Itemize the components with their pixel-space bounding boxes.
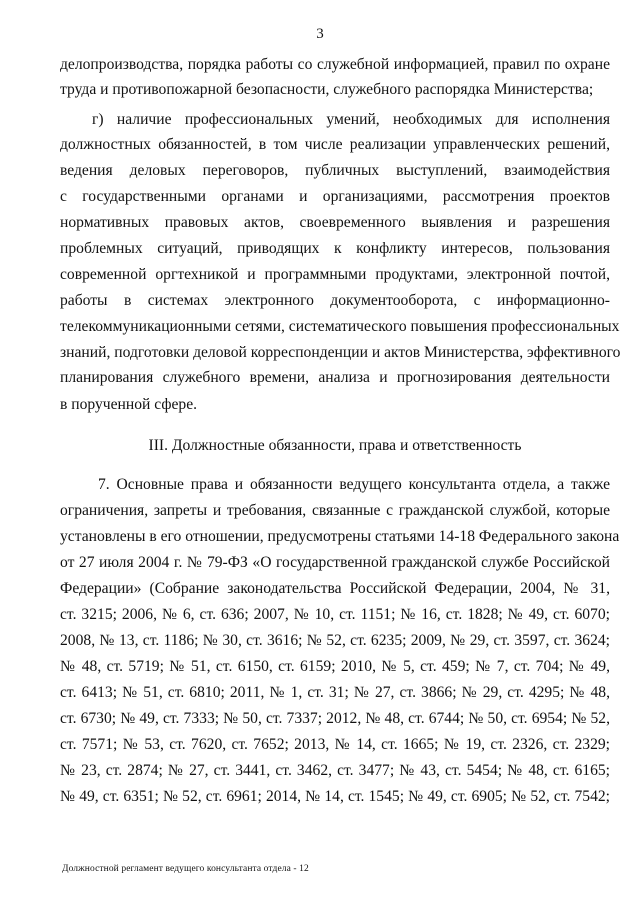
paragraph-line: ст. 3215; 2006, № 6, ст. 636; 2007, № 10, ст. 1151; № 16, ст. 1828; № 49, ст. 6070; bbox=[60, 606, 610, 623]
page-number: 3 bbox=[316, 26, 324, 42]
page-footer: Должностной регламент ведущего консультанта отдела - 12 bbox=[62, 864, 309, 874]
paragraph-line: должностных обязанностей, в том числе реализации управленческих решений, bbox=[60, 136, 610, 153]
paragraph-line: проблемных ситуаций, приводящих к конфликту интересов, пользования bbox=[60, 240, 610, 257]
paragraph-line: труда и противопожарной безопасности, служебного распорядка Министерства; bbox=[60, 81, 594, 98]
paragraph-line: № 48, ст. 5719; № 51, ст. 6150, ст. 6159; 2010, № 5, ст. 459; № 7, ст. 704; № 49, bbox=[60, 658, 610, 675]
paragraph-line: ведения деловых переговоров, публичных выступлений, взаимодействия bbox=[60, 162, 610, 179]
paragraph-line: ограничения, запреты и требования, связанные с гражданской службой, которые bbox=[60, 502, 610, 519]
paragraph-line: ст. 6730; № 49, ст. 7333; № 50, ст. 7337; 2012, № 48, ст. 6744; № 50, ст. 6954; № 52, bbox=[60, 710, 610, 727]
paragraph-line: ст. 7571; № 53, ст. 7620, ст. 7652; 2013, № 14, ст. 1665; № 19, ст. 2326, ст. 2329; bbox=[60, 736, 610, 753]
paragraph-line: телекоммуникационными сетями, систематического повышения профессиональных bbox=[60, 318, 620, 335]
paragraph-line: № 23, ст. 2874; № 27, ст. 3441, ст. 3462, ст. 3477; № 43, ст. 5454; № 48, ст. 6165; bbox=[60, 762, 610, 779]
paragraph-line: 7. Основные права и обязанности ведущего консультанта отдела, а также bbox=[98, 476, 610, 493]
paragraph-line: с государственными органами и организациями, рассмотрения проектов bbox=[60, 188, 610, 205]
paragraph-line: современной оргтехникой и программными продуктами, электронной почтой, bbox=[60, 266, 610, 283]
paragraph-line: ст. 6413; № 51, ст. 6810; 2011, № 1, ст. 31; № 27, ст. 3866; № 29, ст. 4295; № 48, bbox=[60, 684, 610, 701]
paragraph-line: знаний, подготовки деловой корреспонденции и актов Министерства, эффективного bbox=[60, 344, 621, 361]
paragraph-line: нормативных правовых актов, своевременного выявления и разрешения bbox=[60, 214, 610, 231]
paragraph-line: планирования служебного времени, анализа и прогнозирования деятельности bbox=[60, 369, 610, 386]
section-heading: III. Должностные обязанности, права и ответственность bbox=[148, 437, 522, 454]
paragraph-line: Федерации» (Собрание законодательства Российской Федерации, 2004, № 31, bbox=[60, 580, 610, 597]
paragraph-line: делопроизводства, порядка работы со служебной информацией, правил по охране bbox=[60, 56, 610, 73]
paragraph-line: 2008, № 13, ст. 1186; № 30, ст. 3616; № 52, ст. 6235; 2009, № 29, ст. 3597, ст. 3624; bbox=[60, 632, 610, 649]
paragraph-line: от 27 июля 2004 г. № 79-ФЗ «О государственной гражданской службе Российской bbox=[60, 554, 610, 571]
paragraph-line: работы в системах электронного документооборота, с информационно- bbox=[60, 292, 610, 309]
paragraph-line: г) наличие профессиональных умений, необходимых для исполнения bbox=[92, 111, 610, 128]
paragraph-line: № 49, ст. 6351; № 52, ст. 6961; 2014, № 14, ст. 1545; № 49, ст. 6905; № 52, ст. 7542; bbox=[60, 788, 610, 805]
paragraph-line: установлены в его отношении, предусмотрены статьями 14-18 Федерального закона bbox=[60, 528, 620, 545]
paragraph-line: в порученной сфере. bbox=[60, 396, 198, 413]
